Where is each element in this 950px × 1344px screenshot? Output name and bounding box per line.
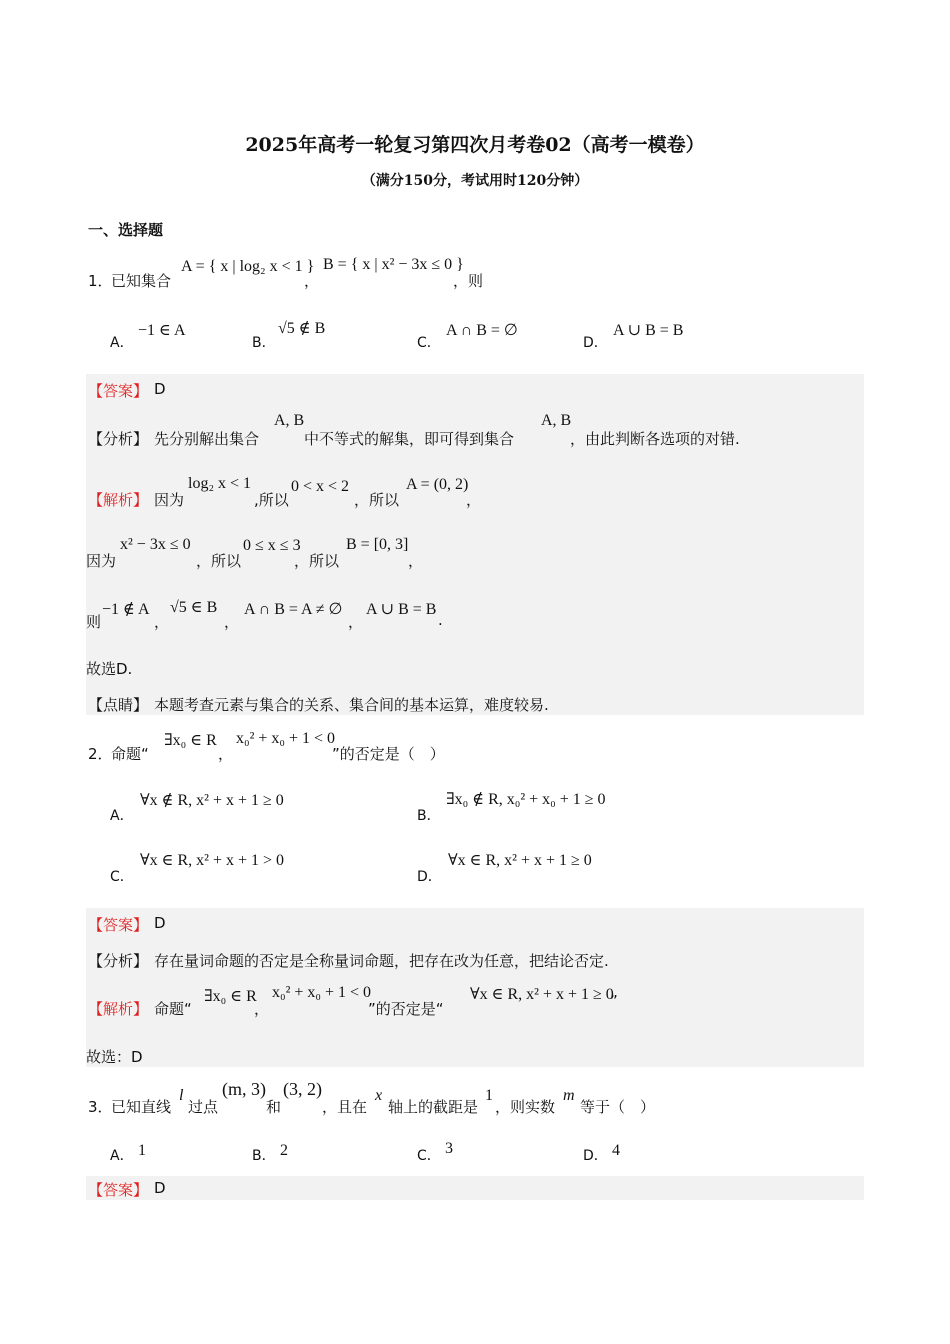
- option-a-math: ∀x ∉ R, x² + x + 1 ≥ 0: [140, 792, 284, 809]
- solution-math: ∀x ∈ R, x² + x + 1 ≥ 0: [470, 986, 614, 1003]
- solution-text: ,所以: [254, 491, 289, 509]
- solution-math: ∃x₀ ∈ R: [204, 988, 257, 1005]
- solution-math: x² − 3x ≤ 0: [120, 536, 191, 553]
- exam-title: 2025年高考一轮复习第四次月考卷02（高考一模卷）: [245, 134, 705, 156]
- solution-math: x₀² + x₀ + 1 < 0: [272, 984, 372, 1001]
- option-a-math: −1 ∈ A: [138, 322, 186, 339]
- point-2: (3, 2): [283, 1079, 322, 1099]
- answer-tag: 【答案】: [88, 1181, 149, 1199]
- option-label: A．: [110, 808, 134, 824]
- separator: ，: [304, 272, 320, 290]
- question-math: 1: [485, 1087, 493, 1104]
- analysis-tag: 【分析】: [88, 430, 149, 448]
- solution-math: A ∩ B = A ≠ ∅: [244, 601, 343, 618]
- analysis-text: 先分别解出集合: [154, 430, 260, 448]
- question-number: 1．: [88, 272, 113, 290]
- solution-text: 因为: [154, 491, 185, 509]
- set-b-definition: B = { x | x² − 3x ≤ 0 }: [323, 256, 464, 273]
- solution-math: B = [0, 3]: [346, 536, 409, 553]
- option-b-math: 2: [280, 1142, 288, 1159]
- solution-text: ，: [254, 1000, 270, 1018]
- analysis-math: A, B: [541, 412, 572, 429]
- analysis-text: 存在量词命题的否定是全称量词命题，把存在改为任意，把结论否定.: [154, 952, 609, 970]
- solution-tag: 【解析】: [88, 491, 149, 509]
- question-stem-end: ，则: [453, 272, 484, 290]
- comment-text: 本题考查元素与集合的关系、集合间的基本运算，难度较易.: [154, 696, 549, 714]
- question-stem: 过点: [188, 1098, 219, 1116]
- question-math: x₀² + x₀ + 1 < 0: [236, 730, 336, 747]
- answer-value: D: [154, 380, 166, 398]
- exam-subtitle: （满分150分，考试用时120分钟）: [361, 173, 589, 189]
- solution-box-2: [86, 908, 864, 1067]
- separator: ，: [218, 745, 234, 763]
- option-label: D．: [417, 869, 442, 885]
- option-label: A．: [110, 1148, 134, 1164]
- option-a-math: 1: [138, 1142, 146, 1159]
- question-stem: 命题“: [111, 745, 149, 763]
- section-heading: 一、选择题: [88, 221, 164, 239]
- option-label: B．: [252, 1148, 276, 1164]
- question-math: x: [375, 1087, 383, 1104]
- option-c-math: ∀x ∈ R, x² + x + 1 > 0: [140, 852, 285, 869]
- comment-tag: 【点睛】: [88, 696, 149, 714]
- question-stem: ”的否定是（ ）: [332, 745, 445, 763]
- option-b-math: ∃x₀ ∉ R, x₀² + x₀ + 1 ≥ 0: [446, 791, 606, 808]
- solution-box-1: [86, 374, 864, 715]
- choose-text: 故选D.: [86, 660, 133, 678]
- solution-math: √5 ∈ B: [170, 599, 218, 616]
- choose-text: 故选：D: [86, 1048, 143, 1066]
- option-label: D．: [583, 1148, 608, 1164]
- option-label: C．: [110, 869, 134, 885]
- analysis-text: ，由此判断各选项的对错.: [570, 430, 740, 448]
- solution-text: ，: [466, 491, 482, 509]
- point-1: (m, 3): [222, 1079, 266, 1099]
- solution-text: ，所以: [294, 552, 340, 570]
- solution-text: ”的否定是“: [368, 1000, 444, 1018]
- question-number: 3．: [88, 1098, 113, 1116]
- solution-math: log₂ x < 1: [188, 475, 252, 492]
- solution-math: −1 ∉ A: [102, 601, 150, 618]
- question-stem: ，且在: [322, 1098, 368, 1116]
- set-a-definition: A = { x | log₂ x < 1 }: [181, 258, 315, 275]
- question-stem: 已知直线: [111, 1098, 172, 1116]
- question-stem: 已知集合: [111, 272, 172, 290]
- option-label: B．: [417, 808, 441, 824]
- option-label: A．: [110, 335, 134, 351]
- option-label: C．: [417, 1148, 441, 1164]
- solution-text: 命题“: [154, 1000, 192, 1018]
- answer-tag: 【答案】: [88, 382, 149, 400]
- solution-math: A = (0, 2): [406, 476, 469, 493]
- answer-value: D: [154, 914, 166, 932]
- option-label: D．: [583, 335, 608, 351]
- solution-text: ，: [408, 552, 424, 570]
- solution-text: ”: [610, 992, 618, 1010]
- solution-math: 0 ≤ x ≤ 3: [243, 537, 301, 554]
- solution-text: ，: [154, 613, 170, 631]
- solution-text: ，: [348, 613, 364, 631]
- question-number: 2．: [88, 745, 113, 763]
- option-d-math: 4: [612, 1142, 620, 1159]
- question-math: m: [563, 1087, 575, 1104]
- question-stem: 等于（ ）: [580, 1098, 656, 1116]
- solution-text: 则: [86, 613, 102, 631]
- solution-text: ，所以: [196, 552, 242, 570]
- solution-text: ，: [224, 613, 240, 631]
- option-c-math: 3: [445, 1140, 453, 1157]
- solution-math: A ∪ B = B: [366, 601, 437, 618]
- answer-value: D: [154, 1179, 166, 1197]
- solution-math: 0 < x < 2: [291, 478, 350, 495]
- option-c-math: A ∩ B = ∅: [446, 322, 518, 339]
- solution-box-3: [86, 1176, 864, 1200]
- answer-tag: 【答案】: [88, 916, 149, 934]
- option-b-math: √5 ∉ B: [278, 320, 326, 337]
- solution-tag: 【解析】: [88, 1000, 149, 1018]
- question-math: l: [179, 1087, 184, 1104]
- option-label: C．: [417, 335, 441, 351]
- question-stem: 轴上的截距是: [388, 1098, 479, 1116]
- option-label: B．: [252, 335, 276, 351]
- solution-text: ，所以: [354, 491, 400, 509]
- question-stem: 和: [266, 1098, 282, 1116]
- option-d-math: ∀x ∈ R, x² + x + 1 ≥ 0: [448, 852, 592, 869]
- question-math: ∃x₀ ∈ R: [164, 732, 217, 749]
- analysis-text: 中不等式的解集，即可得到集合: [304, 430, 515, 448]
- analysis-math: A, B: [274, 412, 305, 429]
- question-stem: ，则实数: [495, 1098, 556, 1116]
- solution-text: 因为: [86, 552, 117, 570]
- solution-text: .: [438, 611, 443, 629]
- analysis-tag: 【分析】: [88, 952, 149, 970]
- option-d-math: A ∪ B = B: [613, 322, 684, 339]
